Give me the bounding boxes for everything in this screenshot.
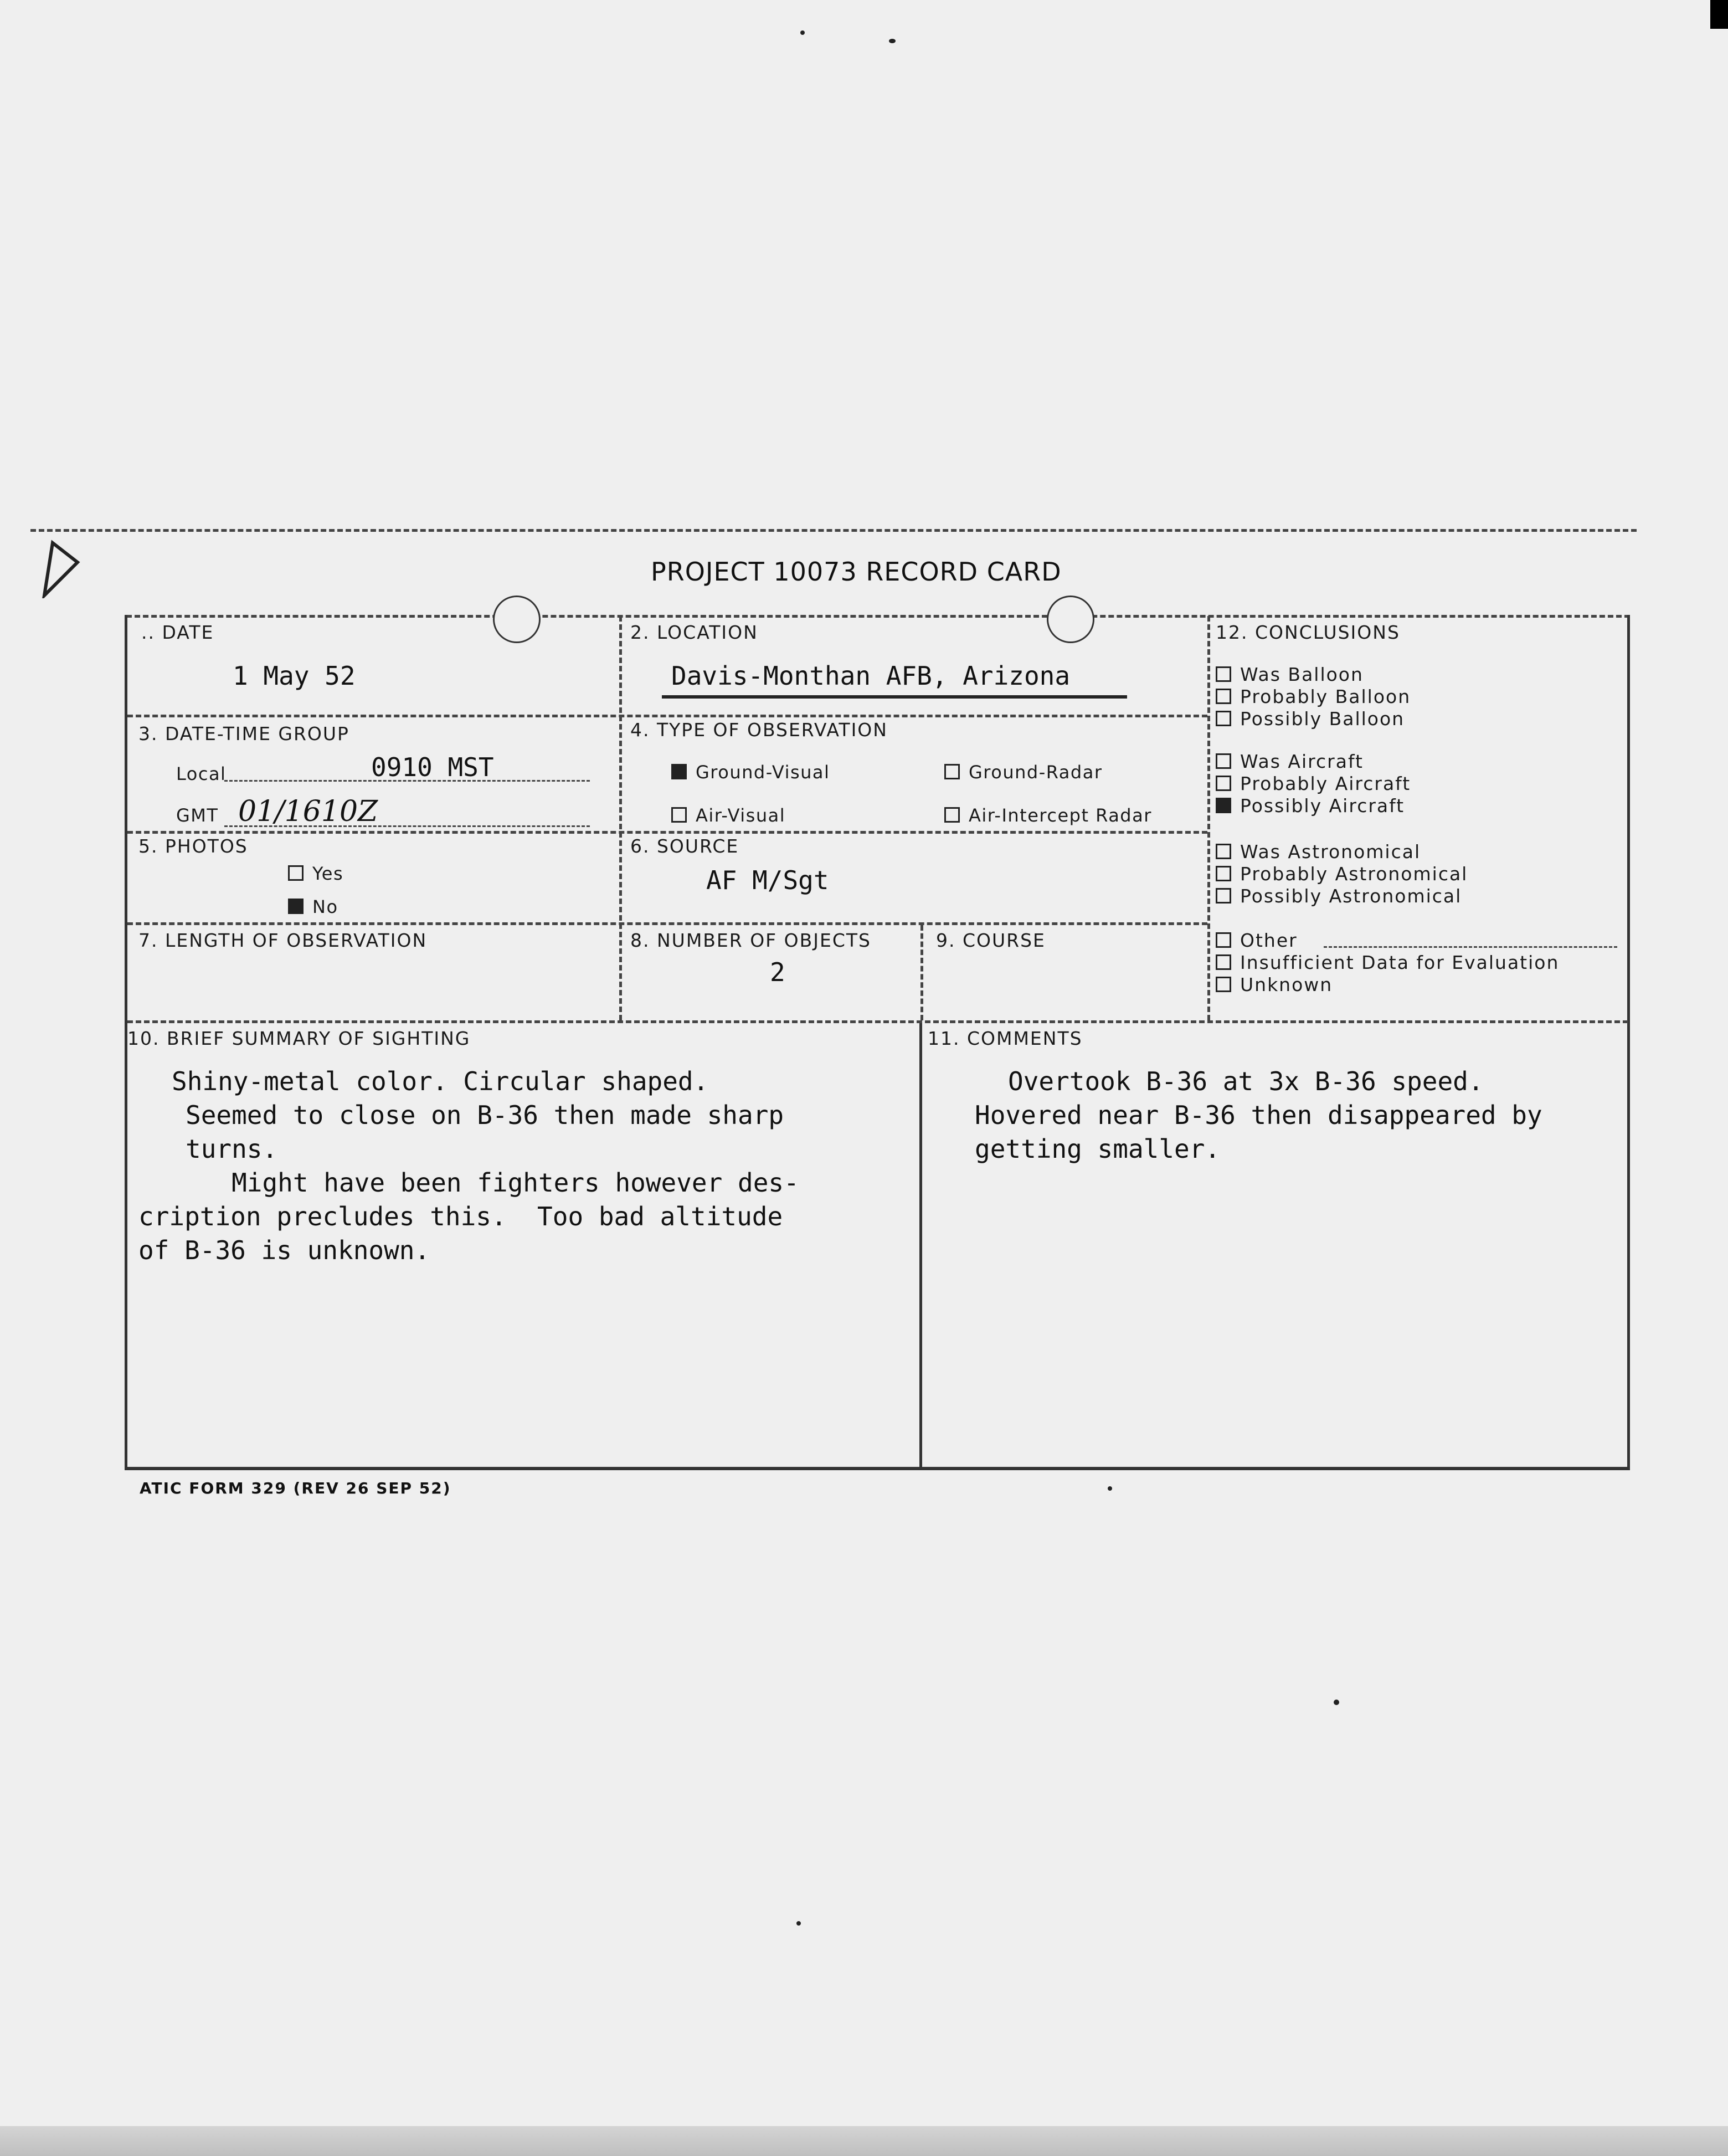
location-value: Davis-Monthan AFB, Arizona xyxy=(671,661,1071,691)
location-underline xyxy=(662,695,1127,699)
conclusion-probably-astronomical: Probably Astronomical xyxy=(1216,863,1468,885)
summary-line: Might have been fighters however des- xyxy=(186,1168,799,1198)
other-line xyxy=(1324,946,1617,948)
course-label: 9. COURSE xyxy=(936,930,1046,951)
frame-top xyxy=(126,615,1630,618)
gmt-label: GMT xyxy=(176,805,219,826)
local-time-value: 0910 MST xyxy=(371,752,494,782)
conclusion-insufficient-data: Insufficient Data for Evaluation xyxy=(1216,952,1559,973)
divider-col-1 xyxy=(619,616,622,1020)
dust-speck xyxy=(1108,1486,1112,1491)
checkbox-icon xyxy=(1216,844,1231,859)
conclusion-probably-balloon: Probably Balloon xyxy=(1216,686,1411,707)
photos-no: No xyxy=(288,896,338,917)
summary-line: Shiny-metal color. Circular shaped. xyxy=(172,1066,709,1096)
checkbox-icon xyxy=(671,807,687,823)
conclusion-possibly-aircraft: Possibly Aircraft xyxy=(1216,795,1405,817)
scan-edge-dark xyxy=(1710,0,1728,29)
checkbox-icon xyxy=(288,865,304,881)
checkbox-icon xyxy=(1216,666,1231,682)
checkbox-icon xyxy=(1216,776,1231,791)
obs-ground-visual: Ground-Visual xyxy=(671,762,830,783)
comments-line: Overtook B-36 at 3x B-36 speed. xyxy=(1008,1066,1484,1096)
conclusion-other: Other xyxy=(1216,930,1298,951)
frame-bottom xyxy=(125,1467,1630,1470)
obs-air-intercept-radar: Air-Intercept Radar xyxy=(944,805,1152,826)
checked-box-icon xyxy=(1216,798,1231,813)
number-of-objects-value: 2 xyxy=(770,957,785,987)
gmt-value: 01/1610Z xyxy=(238,795,378,828)
conclusion-was-balloon: Was Balloon xyxy=(1216,664,1364,685)
corner-marker-icon xyxy=(39,537,83,598)
form-number: ATIC FORM 329 (REV 26 SEP 52) xyxy=(140,1479,451,1497)
dust-speck xyxy=(889,39,896,43)
checkbox-icon xyxy=(1216,932,1231,948)
divider-row-3 xyxy=(127,922,1207,925)
obs-air-visual: Air-Visual xyxy=(671,805,785,826)
conclusion-possibly-balloon: Possibly Balloon xyxy=(1216,708,1405,730)
divider-row-1 xyxy=(127,715,1207,717)
checkbox-icon xyxy=(1216,866,1231,881)
checked-box-icon xyxy=(671,764,687,779)
source-label: 6. SOURCE xyxy=(630,835,739,857)
summary-line: turns. xyxy=(186,1134,278,1164)
source-value: AF M/Sgt xyxy=(706,865,829,895)
card-top-edge xyxy=(30,529,1637,532)
punch-hole xyxy=(493,596,541,643)
divider-course xyxy=(920,925,923,1020)
type-of-observation-label: 4. TYPE OF OBSERVATION xyxy=(630,719,888,741)
summary-line: cription precludes this. Too bad altitude xyxy=(138,1202,783,1231)
photos-yes: Yes xyxy=(288,863,343,884)
checkbox-icon xyxy=(1216,711,1231,726)
summary-text xyxy=(138,1065,799,1267)
divider-conclusions xyxy=(1207,616,1210,1020)
conclusion-possibly-astronomical: Possibly Astronomical xyxy=(1216,885,1462,907)
checkbox-icon xyxy=(1216,954,1231,970)
summary-line: Seemed to close on B-36 then made sharp xyxy=(186,1100,784,1130)
punch-hole xyxy=(1047,596,1094,643)
conclusion-unknown: Unknown xyxy=(1216,974,1333,995)
location-label: 2. LOCATION xyxy=(630,622,758,643)
date-value: 1 May 52 xyxy=(233,661,356,691)
checkbox-icon xyxy=(1216,753,1231,769)
checkbox-icon xyxy=(1216,689,1231,704)
frame-right xyxy=(1627,615,1630,1468)
date-label: .. DATE xyxy=(141,622,214,643)
divider-summary-comments xyxy=(919,1020,922,1468)
card-title: PROJECT 10073 RECORD CARD xyxy=(651,557,1062,587)
comments-text xyxy=(975,1065,1542,1166)
comments-line: getting smaller. xyxy=(975,1134,1221,1164)
obs-ground-radar: Ground-Radar xyxy=(944,762,1102,783)
conclusion-was-astronomical: Was Astronomical xyxy=(1216,841,1421,863)
conclusions-label: 12. CONCLUSIONS xyxy=(1216,622,1400,643)
dust-speck xyxy=(796,1921,801,1926)
checkbox-icon xyxy=(944,807,960,823)
divider-row-4 xyxy=(127,1020,1628,1023)
scan-edge-bottom xyxy=(0,2126,1728,2156)
summary-line: of B-36 is unknown. xyxy=(138,1235,430,1265)
divider-row-2 xyxy=(127,831,1207,834)
length-of-observation-label: 7. LENGTH OF OBSERVATION xyxy=(138,930,428,951)
number-of-objects-label: 8. NUMBER OF OBJECTS xyxy=(630,930,871,951)
checkbox-icon xyxy=(1216,888,1231,904)
photos-label: 5. PHOTOS xyxy=(138,835,248,857)
local-time-label: Local xyxy=(176,763,227,784)
checked-box-icon xyxy=(288,899,304,914)
checkbox-icon xyxy=(944,764,960,779)
comments-line: Hovered near B-36 then disappeared by xyxy=(975,1100,1542,1130)
checkbox-icon xyxy=(1216,977,1231,992)
summary-label: 10. BRIEF SUMMARY OF SIGHTING xyxy=(127,1028,471,1049)
dust-speck xyxy=(800,30,805,35)
dust-speck xyxy=(1334,1700,1339,1705)
conclusion-probably-aircraft: Probably Aircraft xyxy=(1216,773,1411,794)
comments-label: 11. COMMENTS xyxy=(928,1028,1083,1049)
conclusion-was-aircraft: Was Aircraft xyxy=(1216,751,1364,772)
date-time-group-label: 3. DATE-TIME GROUP xyxy=(138,723,349,745)
